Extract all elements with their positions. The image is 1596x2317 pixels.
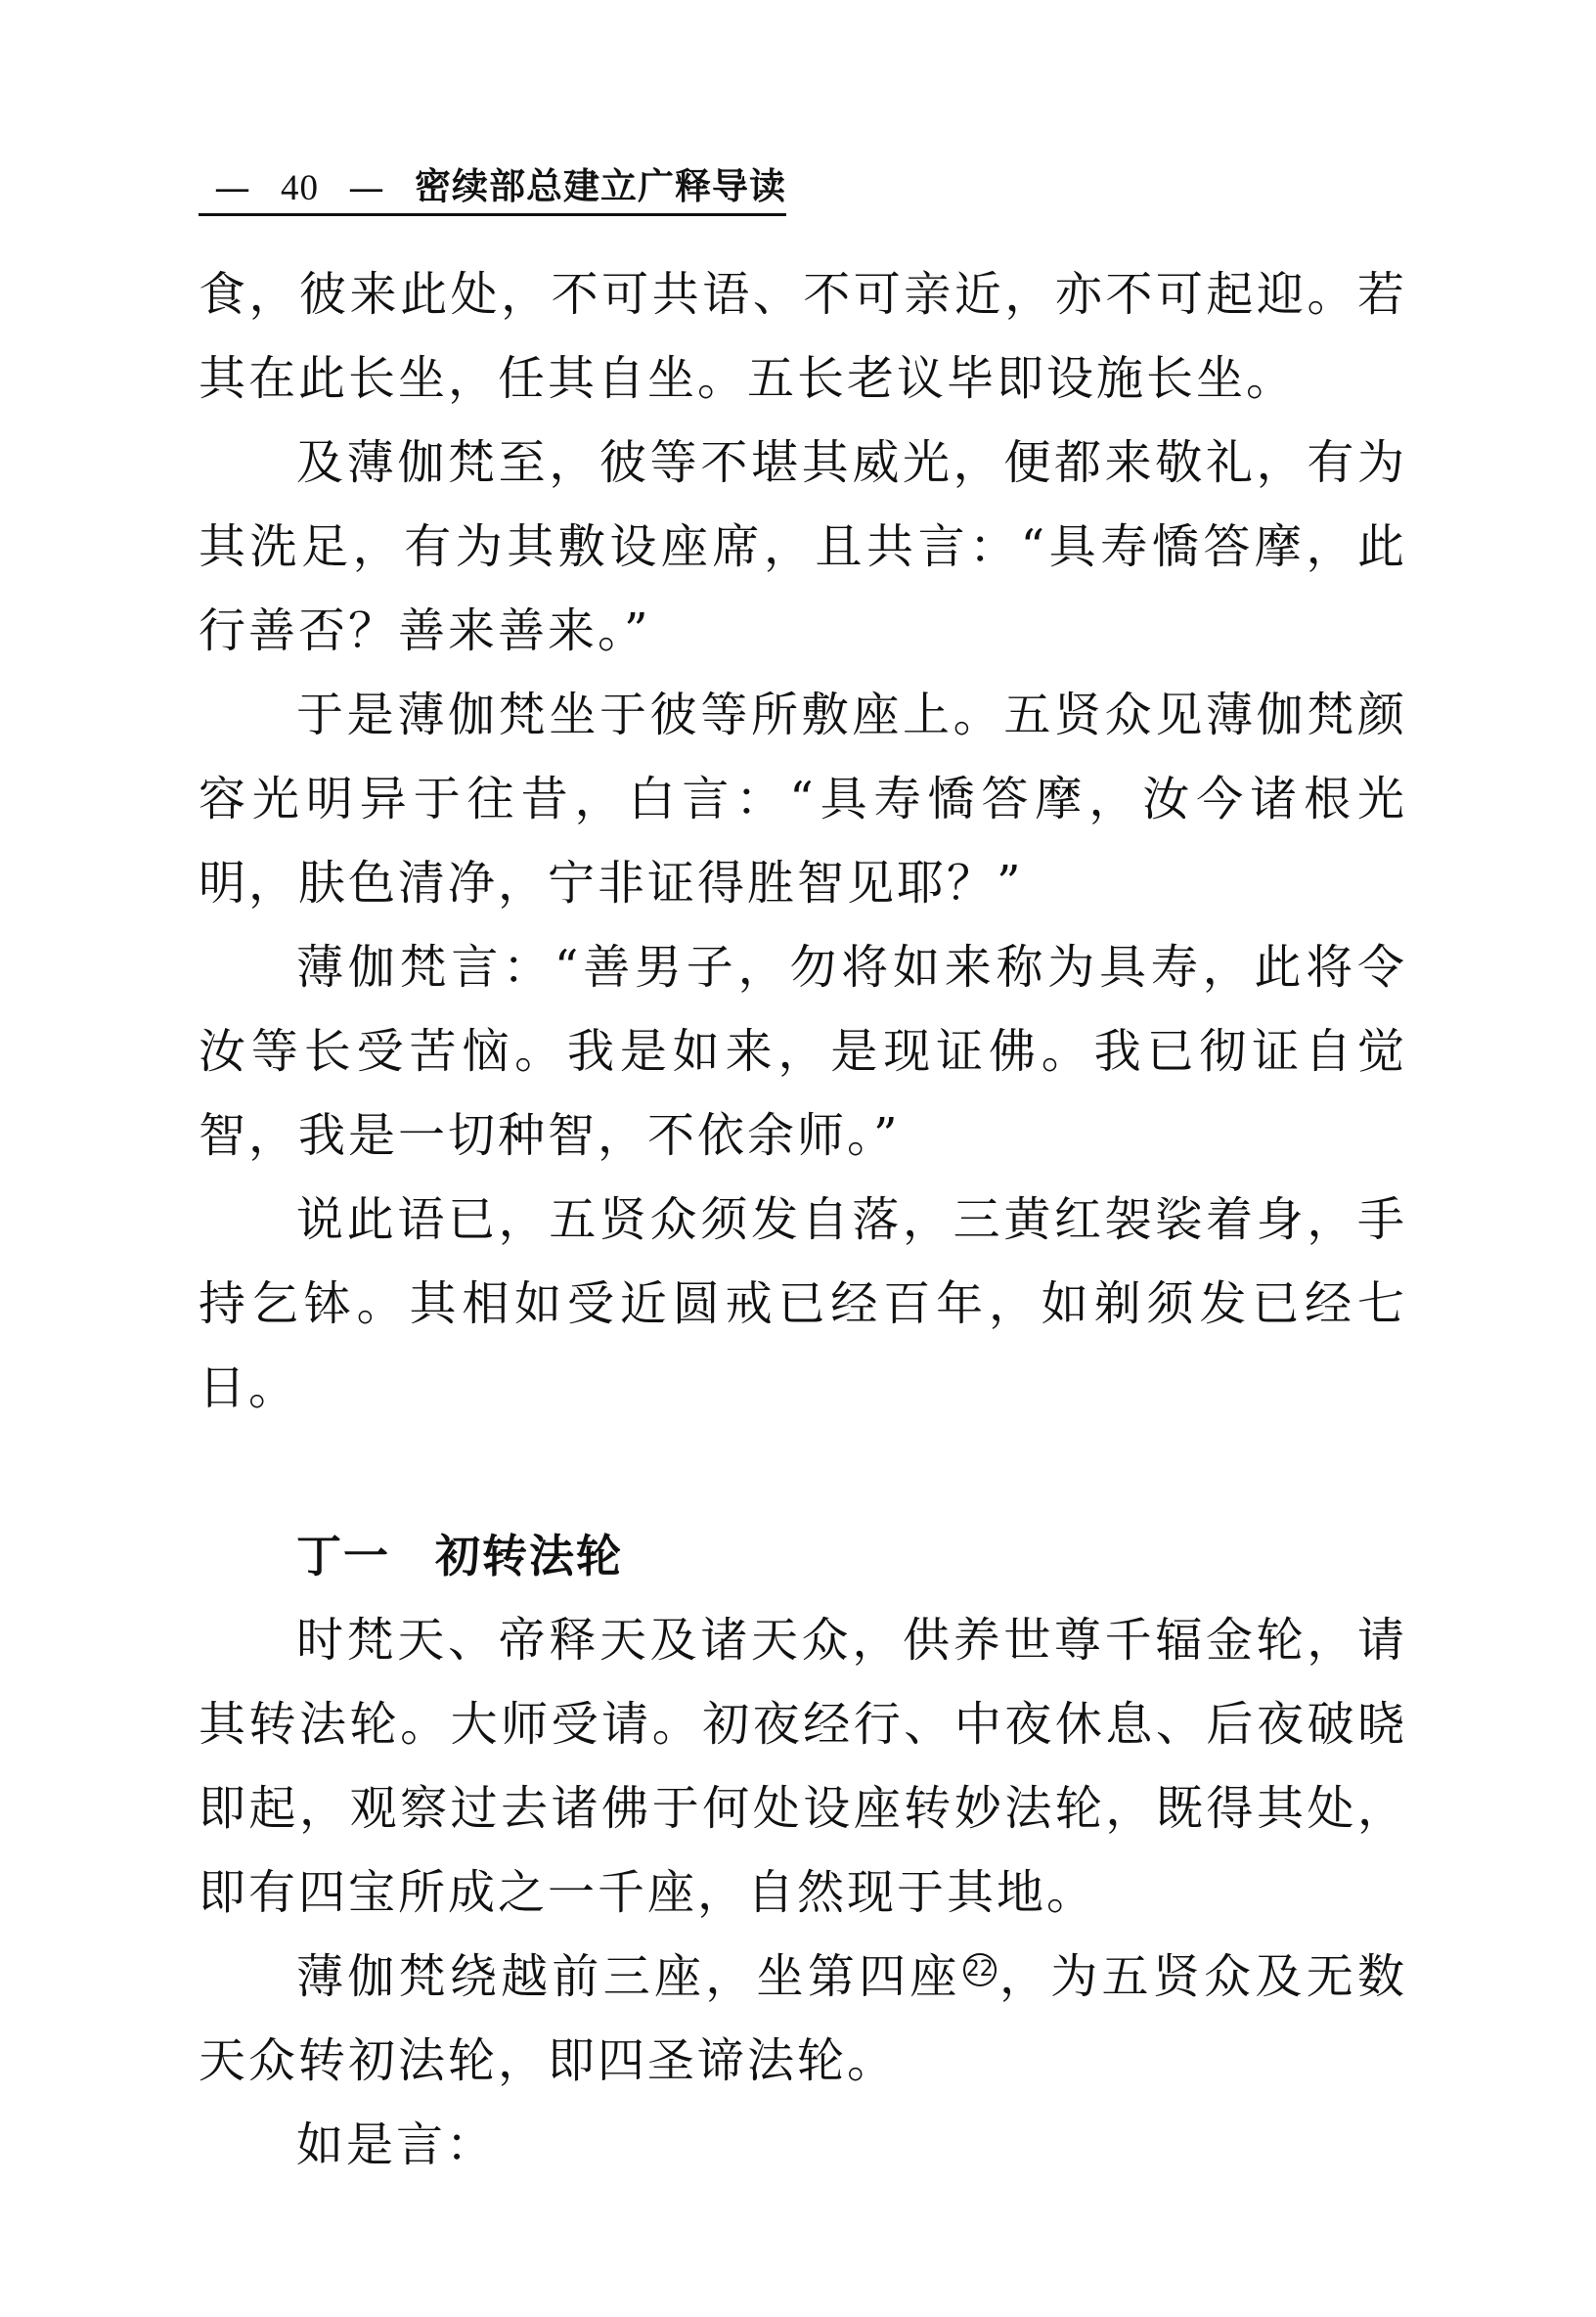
body-text xyxy=(199,252,1407,2187)
running-header xyxy=(199,155,786,216)
section-number: 丁一 xyxy=(296,1530,390,1582)
header-dash-right: — xyxy=(348,167,385,209)
paragraph-continued: 食，彼来此处，不可共语、不可亲近，亦不可起迎。若其在此长坐，任其自坐。五长老议毕即设施长坐。 xyxy=(199,267,1407,406)
paragraph: 时梵天、帝释天及诸天众，供养世尊千辐金轮，请其转法轮。大师受请。初夜经行、中夜休息、后夜破晓即起，观察过去诸佛于何处设座转妙法轮，既得其处，即有四宝所成之一千座，自然现于其地。 xyxy=(199,1613,1407,1920)
paragraph: 于是薄伽梵坐于彼等所敷座上。五贤众见薄伽梵颜容光明异于往昔，白言：“具寿憍答摩，汝今诸根光明，肤色清净，宁非证得胜智见耶？” xyxy=(199,688,1407,911)
paragraph: 如是言： xyxy=(296,2117,497,2172)
footnote-reference[interactable]: 22 xyxy=(963,1953,997,1986)
paragraph-text: ，为五贤众及无数天众转初法轮，即四圣谛法轮。 xyxy=(199,1949,1407,2088)
page-number: 40 xyxy=(281,168,319,208)
paragraph: 说此语已，五贤众须发自落，三黄红袈裟着身，手持乞钵。其相如受近圆戒已经百年，如剃须发已经七日。 xyxy=(199,1192,1407,1415)
paragraph: 及薄伽梵至，彼等不堪其威光，便都来敬礼，有为其洗足，有为其敷设座席，且共言：“具寿憍答摩，此行善否？善来善来。” xyxy=(199,435,1407,658)
book-title: 密续部总建立广释导读 xyxy=(415,165,786,207)
section-title: 初转法轮 xyxy=(435,1530,623,1582)
paragraph-with-note xyxy=(199,1935,1407,2103)
paragraph-text: 薄伽梵绕越前三座，坐第四座 xyxy=(296,1949,961,2004)
section-heading xyxy=(199,1514,1407,1598)
paragraph: 薄伽梵言：“善男子，勿将如来称为具寿，此将令汝等长受苦恼。我是如来，是现证佛。我已彻证自觉智，我是一切种智，不依余师。” xyxy=(199,940,1407,1163)
header-dash-left: — xyxy=(214,167,251,209)
